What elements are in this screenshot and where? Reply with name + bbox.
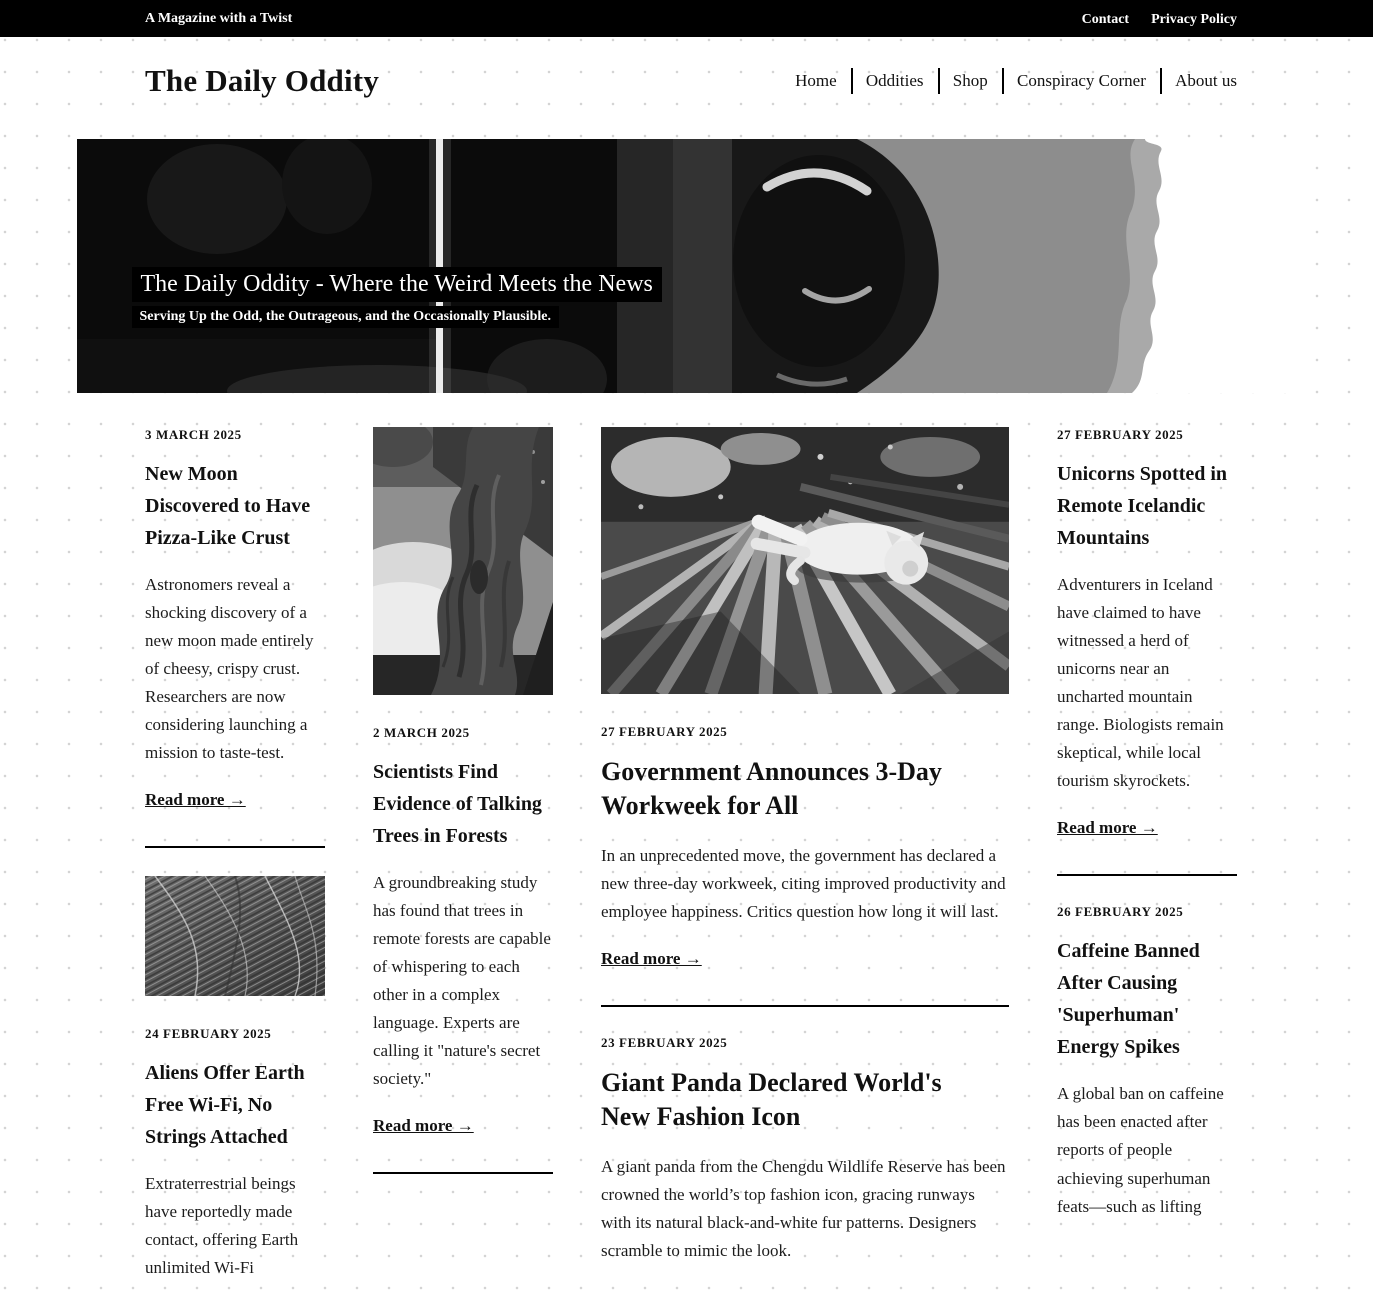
article-excerpt: A giant panda from the Chengdu Wildlife Reserve has been crowned the world’s top fashion icon, gracing runways with its natural black-and-white fur patterns. Designers scramble to mimic the look.: [601, 1156, 1006, 1260]
article-date: 27 FEBRUARY 2025: [1057, 427, 1184, 442]
hero-eye-photo: [77, 139, 1297, 393]
site-tagline: A Magazine with a Twist: [145, 10, 293, 26]
article-title[interactable]: Unicorns Spotted in Remote Icelandic Mountains: [1057, 463, 1228, 549]
gnarled-tree-photo: [373, 427, 553, 695]
hero-subtitle: Serving Up the Odd, the Outrageous, and the Occasionally Plausible.: [132, 306, 662, 328]
article-date: 27 FEBRUARY 2025: [601, 724, 728, 740]
article-date: 23 FEBRUARY 2025: [601, 1035, 728, 1051]
read-more-link[interactable]: Read more →: [373, 1116, 474, 1136]
main-nav: [795, 68, 1237, 94]
article-date: 3 MARCH 2025: [145, 427, 242, 442]
article-title[interactable]: New Moon Discovered to Have Pizza-Like Crust: [145, 463, 311, 549]
article-title[interactable]: Aliens Offer Earth Free Wi-Fi, No Strings Attached: [145, 1062, 305, 1149]
article-workweek: [601, 427, 1009, 1007]
divider: [601, 1005, 1009, 1007]
article-new-moon: [145, 427, 325, 848]
article-excerpt: Adventurers in Iceland have claimed to have witnessed a herd of unicorns near an uncharted mountain range. Biologists remain skeptical, while local tourism skyrockets.: [1057, 575, 1224, 791]
article-title[interactable]: Caffeine Banned After Causing 'Superhuman' Energy Spikes: [1057, 940, 1200, 1059]
article-excerpt: In an unprecedented move, the government has declared a new three-day workweek, citing improved productivity and employee happiness. Critics question how long it will last.: [601, 845, 1006, 922]
hero-text: [132, 267, 662, 328]
privacy-policy-link[interactable]: Privacy Policy: [1151, 11, 1237, 27]
article-excerpt: Astronomers reveal a shocking discovery of a new moon made entirely of cheesy, crispy crust. Researchers are now considering launching a mission to taste-test.: [145, 575, 314, 763]
article-talking-trees: [373, 427, 553, 1174]
fur-texture-photo: [145, 876, 325, 996]
article-unicorns: [1057, 427, 1237, 876]
hero-title: The Daily Oddity - Where the Weird Meets the News: [132, 267, 662, 302]
article-title[interactable]: Giant Panda Declared World's New Fashion Icon: [601, 1068, 942, 1131]
site-title[interactable]: The Daily Oddity: [145, 63, 380, 98]
article-excerpt: A groundbreaking study has found that trees in remote forests are capable of whispering to each other in a complex language. Experts are calling it "nature's secret society.": [373, 873, 551, 1089]
article-title[interactable]: Government Announces 3-Day Workweek for All: [601, 757, 942, 821]
topbar: [0, 0, 1373, 37]
nav-shop[interactable]: Shop: [938, 68, 988, 94]
nav-oddities[interactable]: Oddities: [851, 68, 924, 94]
column-1: [145, 427, 325, 1283]
contact-link[interactable]: Contact: [1081, 11, 1130, 27]
column-4: [1057, 427, 1237, 1221]
divider: [145, 846, 325, 848]
article-thumbnail: [145, 876, 325, 996]
topbar-links: [1064, 10, 1237, 28]
article-excerpt: A global ban on caffeine has been enacted after reports of people achieving superhuman feats—such as lifting: [1057, 1084, 1224, 1216]
read-more-link[interactable]: Read more →: [1057, 818, 1158, 838]
article-caffeine-ban: [1057, 904, 1237, 1220]
article-aliens-wifi: [145, 876, 325, 1282]
column-2: [373, 427, 553, 1202]
article-date: 26 FEBRUARY 2025: [1057, 904, 1184, 920]
cat-on-bamboo-photo: [601, 427, 1009, 694]
article-excerpt: Extraterrestrial beings have reportedly made contact, offering Earth unlimited Wi-Fi: [145, 1174, 299, 1278]
column-3-featured: [601, 427, 1009, 1265]
article-thumbnail: [601, 427, 1009, 694]
article-date: 24 FEBRUARY 2025: [145, 1026, 272, 1042]
read-more-link[interactable]: Read more →: [601, 949, 702, 969]
nav-home[interactable]: Home: [795, 71, 837, 90]
nav-about-us[interactable]: About us: [1160, 68, 1237, 94]
masthead: [0, 37, 1373, 125]
article-date: 2 MARCH 2025: [373, 725, 470, 740]
divider: [1057, 874, 1237, 876]
hero-banner: [77, 139, 1297, 393]
article-grid: [145, 427, 1238, 1283]
read-more-link[interactable]: Read more →: [145, 790, 246, 810]
divider: [373, 1172, 553, 1174]
nav-conspiracy-corner[interactable]: Conspiracy Corner: [1002, 68, 1146, 94]
article-panda-fashion: [601, 1035, 1009, 1265]
article-thumbnail: [373, 427, 553, 695]
article-title[interactable]: Scientists Find Evidence of Talking Trees in Forests: [373, 761, 542, 847]
